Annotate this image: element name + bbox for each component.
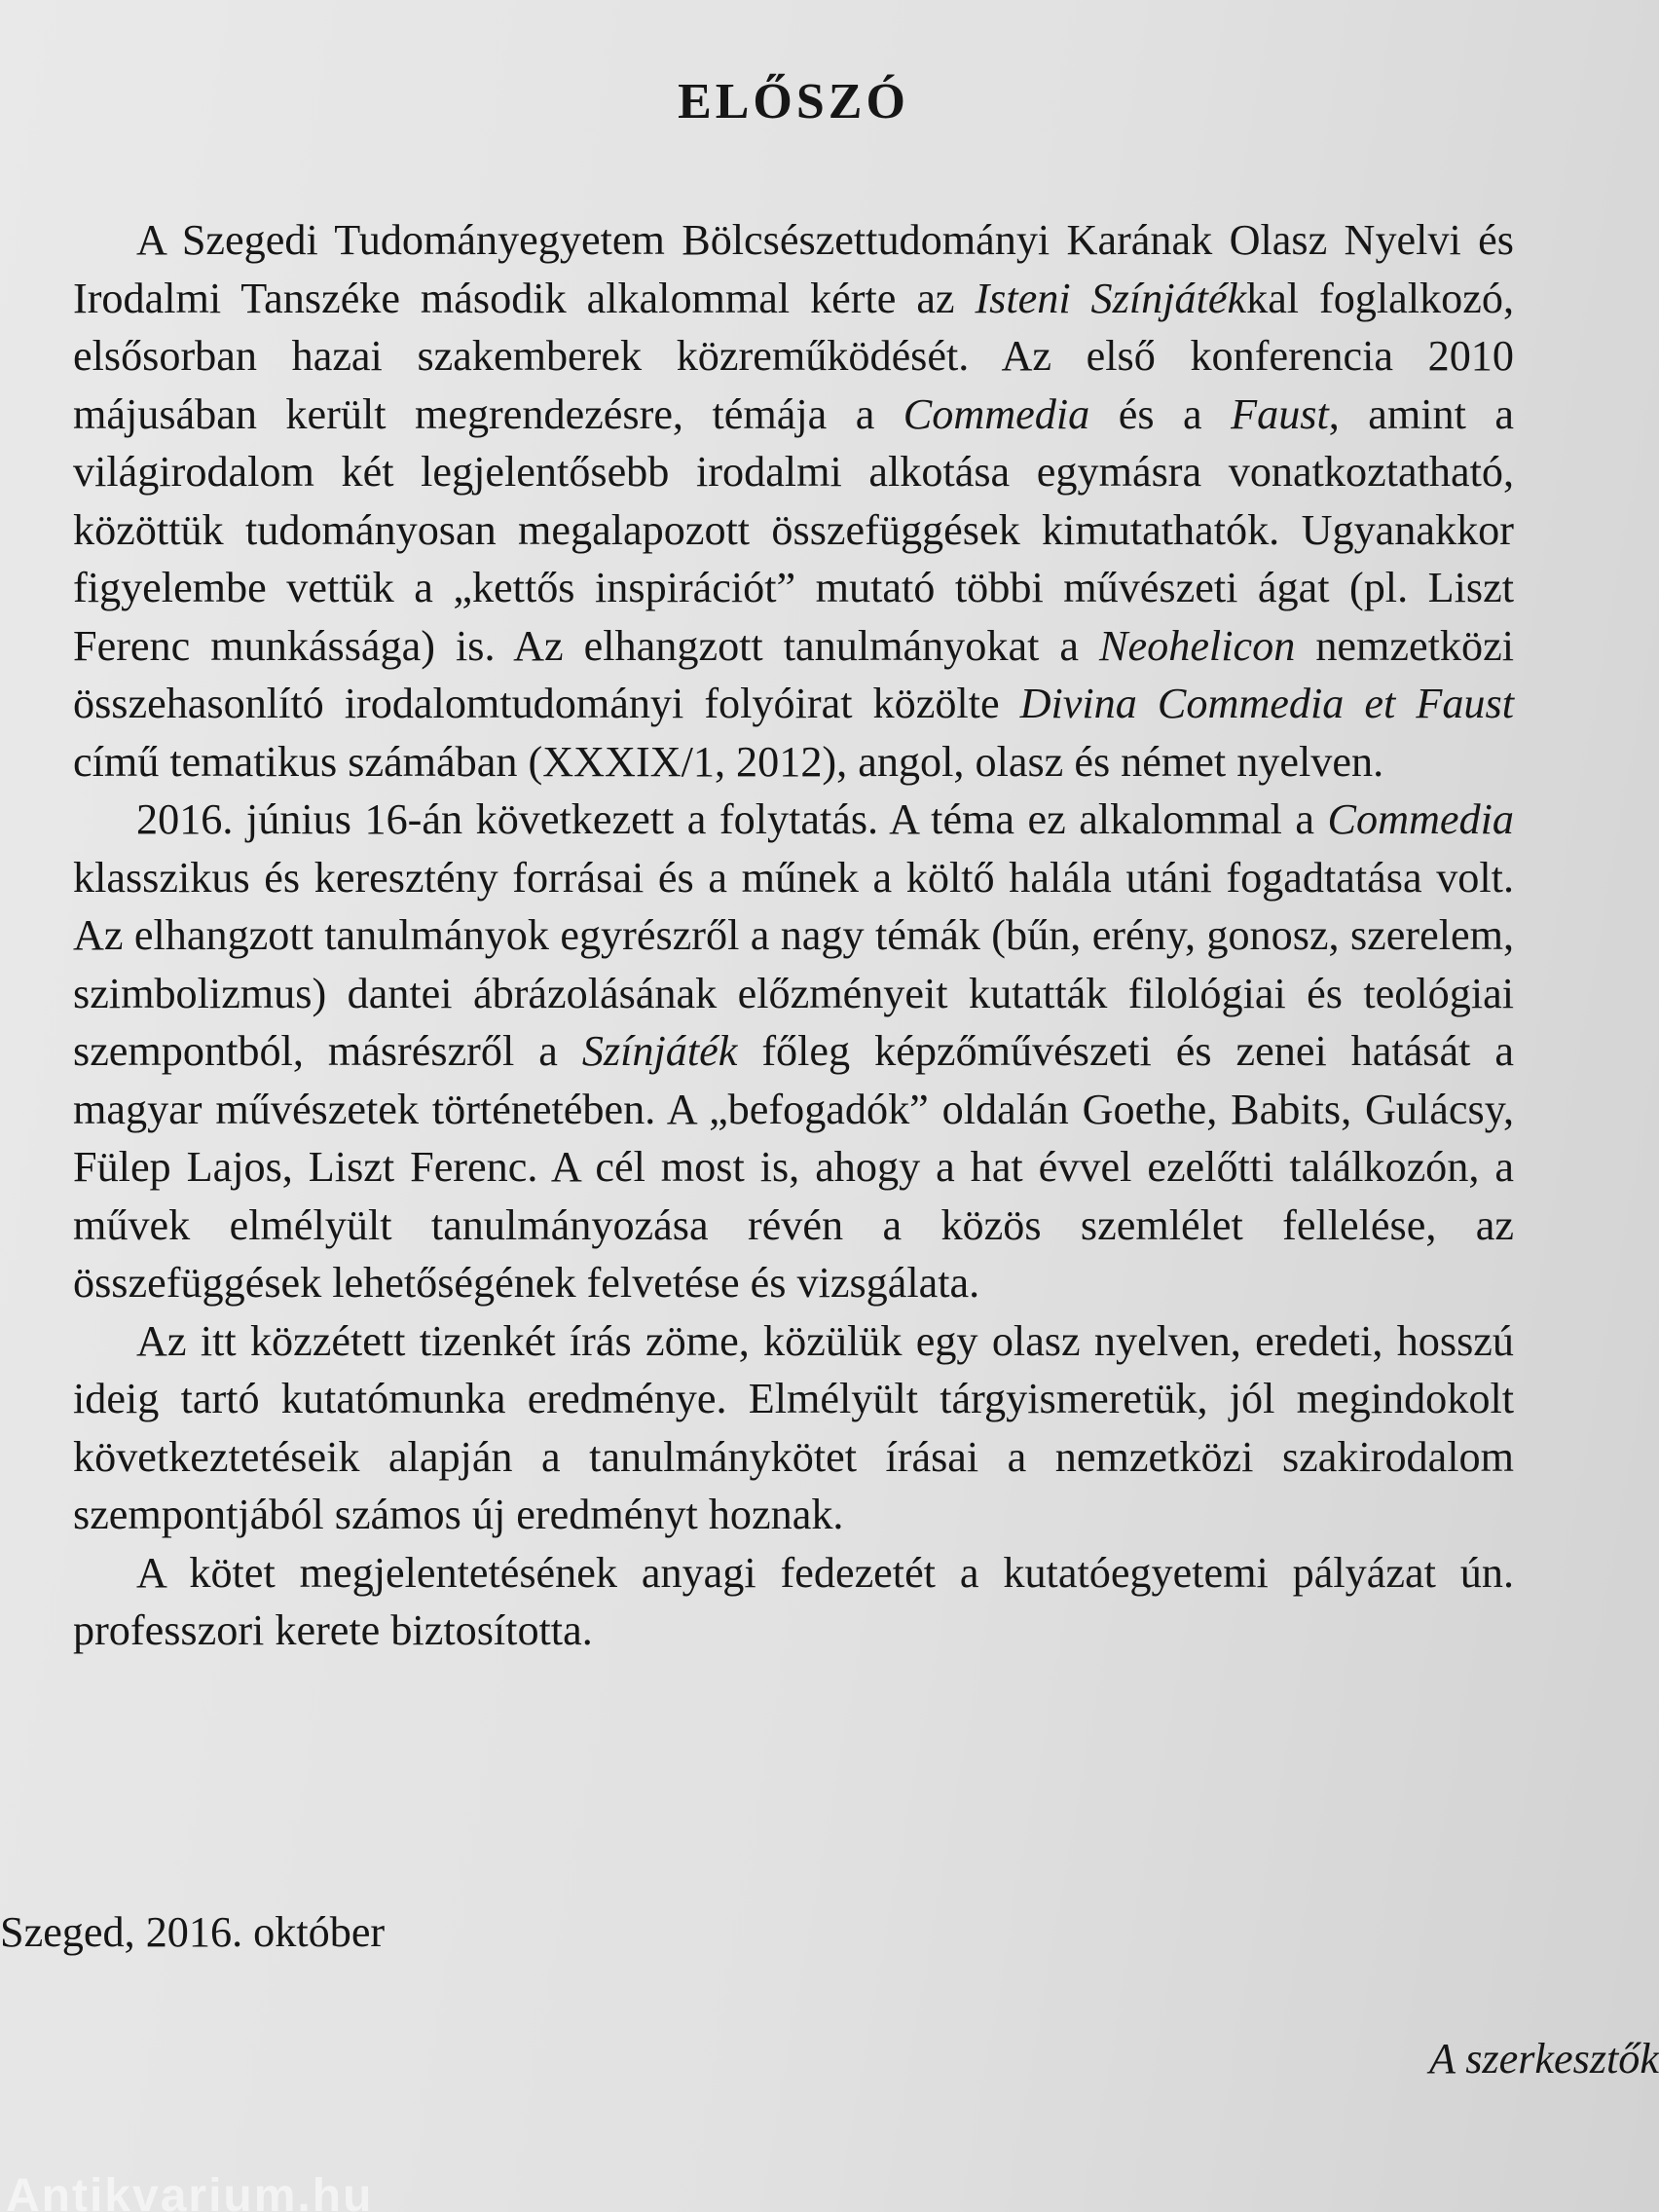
paragraph-3: [73, 1312, 1514, 1544]
paragraph-text: klasszikus és keresztény forrásai és a műnek a költő halála utáni fogadtatása volt. Az elhangzott tanulmányok egyrészről a nagy témák (bűn, erény, gonosz, szerelem, szimbolizmus) dantei ábrázolásának előzményeit kutatták filológiai és teológiai szempontból, másrészről a: [73, 853, 1514, 1075]
italic-title-text: Faust: [1231, 389, 1329, 438]
paragraph-4: [73, 1544, 1514, 1660]
paragraph-text: A Szegedi Tudományegyetem Bölcsészettudományi Karának Olasz Nyelvi és Irodalmi Tanszéke második alkalommal kérte az: [73, 216, 1514, 322]
italic-title-text: Színjáték: [581, 1027, 738, 1075]
paragraph-1: [73, 211, 1514, 791]
paragraph-text: című tematikus számában (XXXIX/1, 2012), angol, olasz és német nyelven.: [73, 737, 1384, 786]
italic-title-text: Divina Commedia et Faust: [1019, 680, 1514, 727]
paragraph-text: Az itt közzétett tizenkét írás zöme, közülük egy olasz nyelven, eredeti, hosszú ideig tartó kutatómunka eredménye. Elmélyült tárgyismeretük, jól megindokolt következtetéseik alapján a tanulmánykötet írásai a nemzetközi szakirodalom szempontjából számos új eredményt hoznak.: [73, 1316, 1514, 1538]
italic-title-text: Commedia: [903, 389, 1090, 438]
paragraph-text: 2016. június 16-án következett a folytatás. A téma ez alkalommal a: [136, 795, 1328, 843]
italic-title-text: Neohelicon: [1099, 621, 1296, 670]
signature: A szerkesztők: [1428, 2035, 1659, 2083]
preface-body: [73, 211, 1514, 1660]
paragraph-2: [73, 791, 1514, 1312]
page-title: ELŐSZÓ: [678, 74, 909, 129]
document-page: [73, 54, 1514, 1660]
paragraph-text: A kötet megjelentetésének anyagi fedezetét a kutatóegyetemi pályázat ún. professzori kerete biztosította.: [73, 1548, 1514, 1654]
paragraph-text: , amint a világirodalom két legjelentősebb irodalmi alkotása egymásra vonatkoztatható, közöttük tudományosan megalapozott összefüggések kimutathatók. Ugyanakkor figyelembe vettük a „kettős inspirációt” mutató többi művészeti ágat (pl. Liszt Ferenc munkássága) is. Az elhangzott tanulmányokat a: [73, 389, 1515, 670]
italic-title-text: Commedia: [1327, 795, 1514, 843]
paragraph-text: főleg képzőművészeti és zenei hatását a magyar művészetek történetében. A „befogadók” oldalán Goethe, Babits, Gulácsy, Fülep Lajos, Liszt Ferenc. A cél most is, ahogy a hat évvel ezelőtti találkozón, a művek elmélyült tanulmányozása révén a közös szemlélet fellelése, az összefüggések lehetőségének felvetése és vizsgálata.: [73, 1027, 1514, 1307]
paragraph-text: nemzetközi összehasonlító irodalomtudományi folyóirat közölte: [73, 621, 1514, 727]
watermark-text: Antikvarium.hu: [6, 2170, 374, 2212]
place-date: Szeged, 2016. október: [0, 1908, 386, 1956]
paragraph-text: kal foglalkozó, elsősorban hazai szakemberek közreműködését. Az első konferencia 2010 májusában került megrendezésre, témája a: [73, 274, 1515, 438]
italic-title-text: Isteni Színjáték: [975, 274, 1247, 322]
paragraph-text: és a: [1089, 389, 1232, 438]
